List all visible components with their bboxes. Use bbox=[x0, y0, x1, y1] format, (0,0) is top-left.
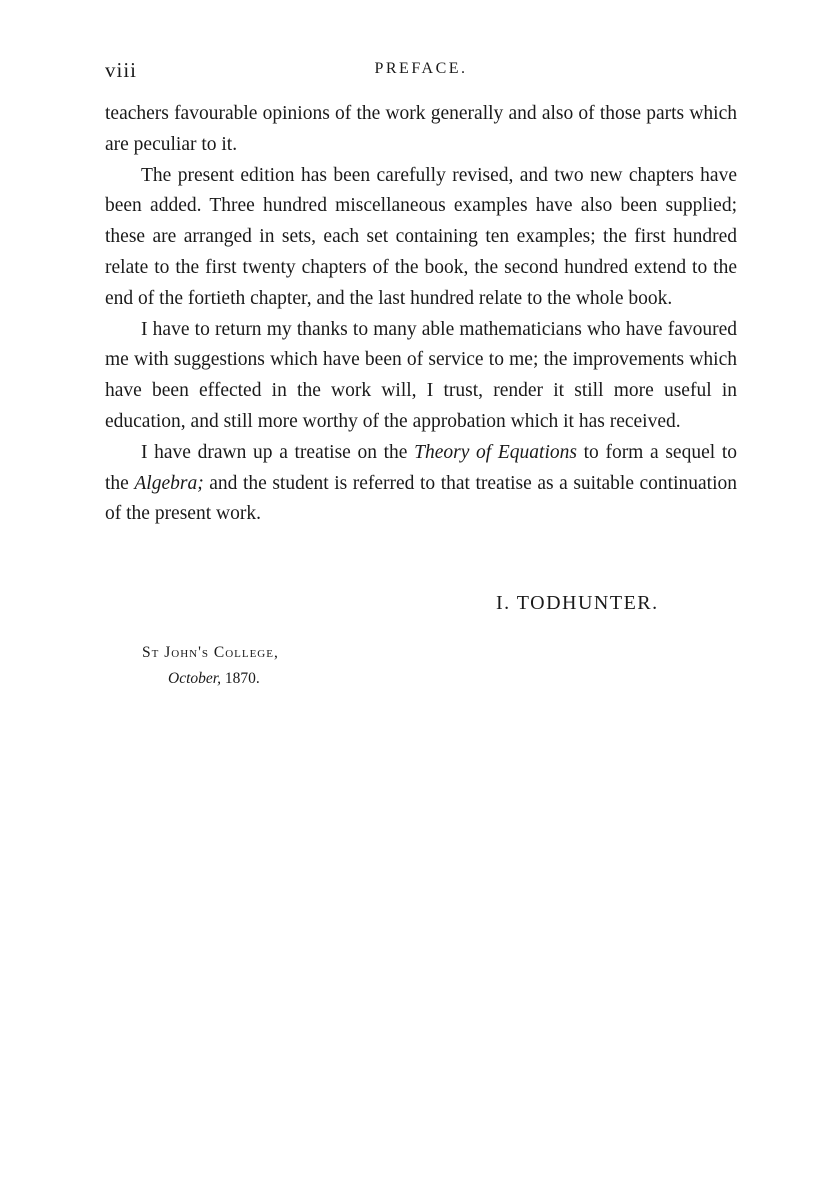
page-header bbox=[105, 58, 737, 88]
treatise-text-3: and the student is referred to that treatise as a suitable continuation of the present work. bbox=[105, 472, 737, 525]
date-year: 1870. bbox=[224, 670, 260, 687]
date-month: October, bbox=[168, 670, 221, 687]
preface-body bbox=[105, 99, 737, 530]
running-head: PREFACE. bbox=[374, 60, 468, 77]
paragraph-thanks: I have to return my thanks to many able mathematicians who have favoured me with suggestions which have been of service to me; the improvements which have been effected in the work will, I trust, render it still more useful in education, and still more worthy of the approbation which it has received. bbox=[105, 318, 737, 432]
title-theory-of-equations: Theory of Equations bbox=[414, 441, 577, 463]
paragraph-continuation: teachers favourable opinions of the work generally and also of those parts which are peculiar to it. bbox=[105, 103, 737, 155]
paragraph-present-edition: The present edition has been carefully revised, and two new chapters have been added. Three hundred miscellaneous examples have also been supplied; these are arranged in sets, each set containing ten examples; the first hundred relate to the first twenty chapters of the book, the second hundred extend to the end of the fortieth chapter, and the last hundred relate to the whole book. bbox=[105, 164, 737, 309]
dateline bbox=[142, 640, 279, 692]
paragraph-treatise bbox=[105, 438, 737, 530]
title-algebra: Algebra; bbox=[134, 472, 204, 494]
treatise-text-2: to form a sequel to the bbox=[105, 441, 737, 494]
author-signature: I. TODHUNTER. bbox=[496, 592, 659, 614]
treatise-text-1: I have drawn up a treatise on the bbox=[141, 441, 415, 463]
college-name: St John's College, bbox=[142, 644, 279, 661]
page-number: viii bbox=[105, 58, 138, 82]
date-line bbox=[142, 666, 279, 692]
